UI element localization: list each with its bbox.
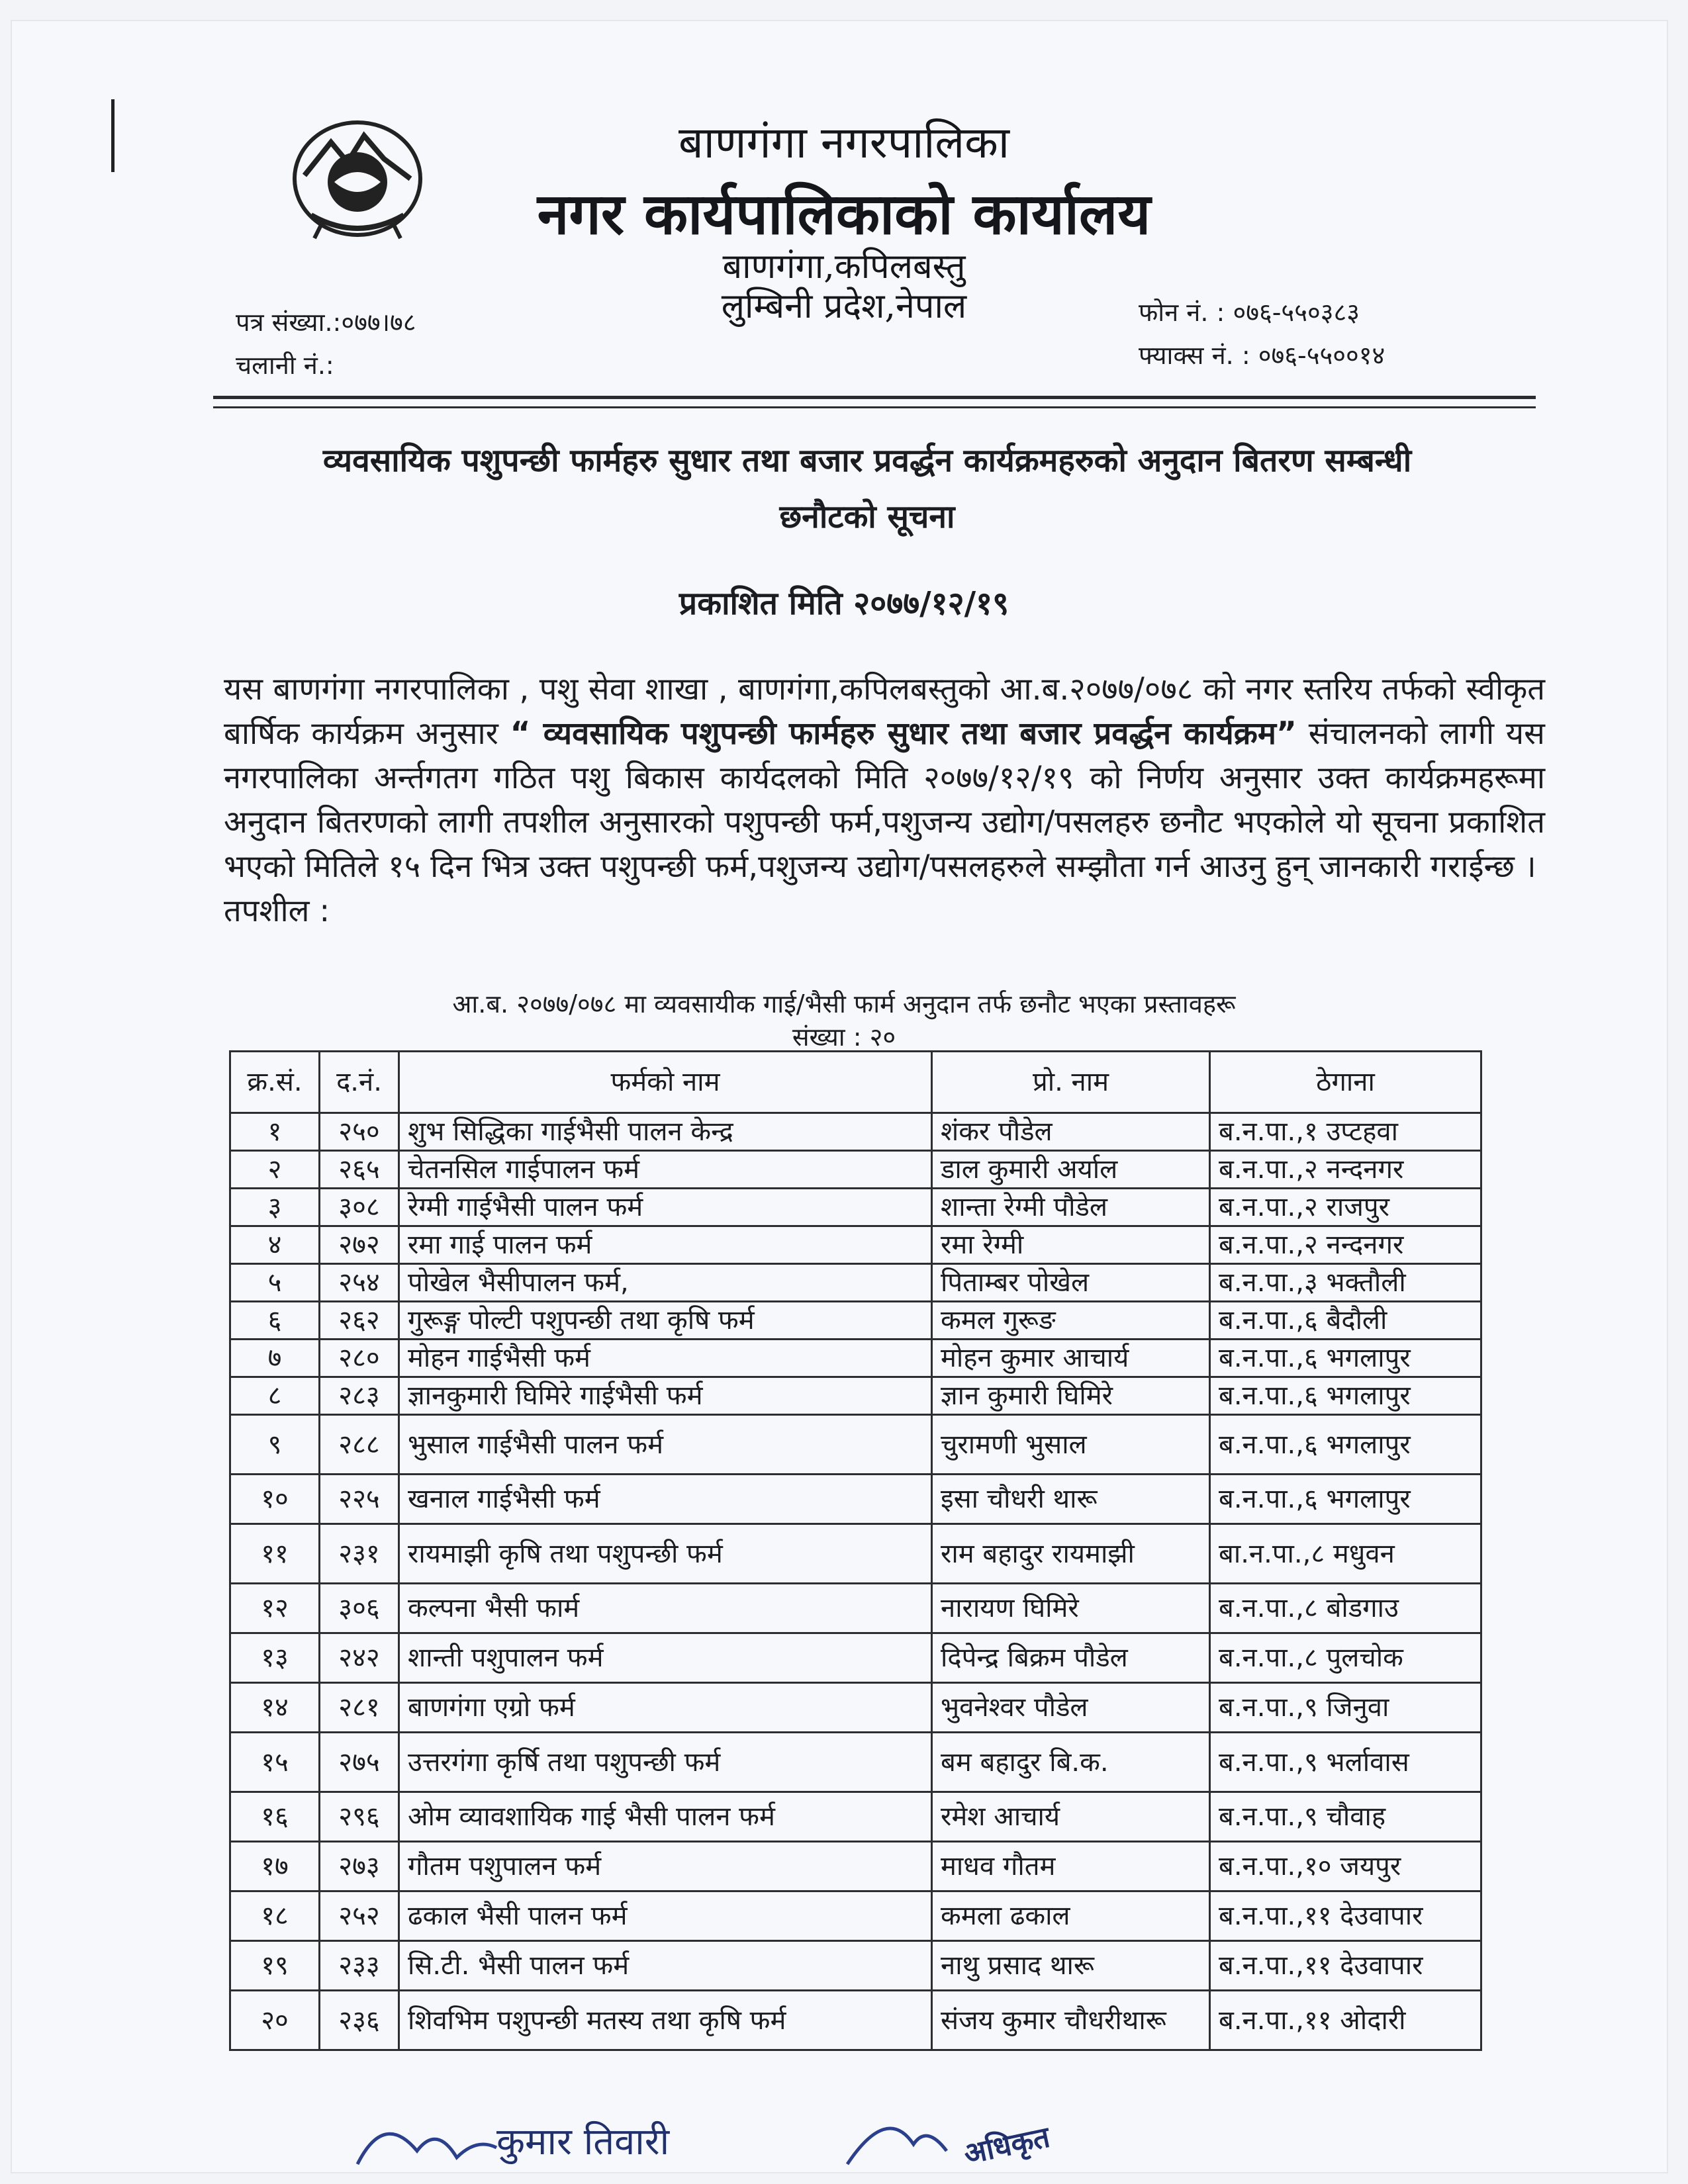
cell-farm-name: सि.टी. भैसी पालन फर्म xyxy=(399,1941,932,1991)
table-row xyxy=(230,1151,1481,1189)
cell-reg-no: २५४ xyxy=(320,1264,399,1302)
cell-proprietor: पिताम्बर पोखेल xyxy=(932,1264,1210,1302)
cell-reg-no: २२५ xyxy=(320,1475,399,1524)
signature-stamp xyxy=(344,2085,1072,2184)
table-body xyxy=(230,1113,1481,2050)
cell-reg-no: २८१ xyxy=(320,1683,399,1733)
cell-farm-name: ज्ञानकुमारी घिमिरे गाईभैसी फर्म xyxy=(399,1377,932,1415)
header-serial: क्र.सं. xyxy=(230,1052,320,1113)
cell-farm-name: मोहन गाईभैसी फर्म xyxy=(399,1340,932,1377)
cell-reg-no: २८३ xyxy=(320,1377,399,1415)
body-text-2: संचालनको लागी यस नगरपालिका अर्न्तगतग गठित पशु बिकास कार्यदलको मिति २०७७/१२/१९ को निर्णय अनुसार उक्त कार्यक्रमहरूमा अनुदान बितरणको लागी तपशील अनुसारको पशुपन्छी फर्म,पशुजन्य उद्योग/पसलहरु छनौट भएकोले यो सूचना प्रकाशित भएको मितिले १५ दिन भित्र उक्त पशुपन्छी फर्म,पशुजन्य उद्योग/पसलहरुले सम्झौता गर्न आउनु हुन् जानकारी गराईन्छ । xyxy=(224,715,1545,885)
table-row xyxy=(230,1302,1481,1340)
cell-proprietor: चुरामणी भुसाल xyxy=(932,1415,1210,1475)
cell-address: ब.न.पा.,६ भगलापुर xyxy=(1210,1377,1481,1415)
published-date: प्रकाशित मिति २०७७/१२/१९ xyxy=(679,585,1009,622)
cell-farm-name: गौतम पशुपालन फर्म xyxy=(399,1842,932,1891)
cell-proprietor: मोहन कुमार आचार्य xyxy=(932,1340,1210,1377)
table-row xyxy=(230,1941,1481,1991)
cell-address: ब.न.पा.,६ बैदौली xyxy=(1210,1302,1481,1340)
municipality-name: बाणगंगा नगरपालिका xyxy=(679,117,1009,168)
cell-proprietor: रमेश आचार्य xyxy=(932,1792,1210,1842)
cell-farm-name: कल्पना भैसी फार्म xyxy=(399,1584,932,1633)
cell-serial: १० xyxy=(230,1475,320,1524)
cell-proprietor: रमा रेग्मी xyxy=(932,1226,1210,1264)
cell-farm-name: बाणगंगा एग्रो फर्म xyxy=(399,1683,932,1733)
table-count: संख्या : २० xyxy=(792,1023,896,1052)
details-label: तपशील : xyxy=(224,893,330,929)
cell-farm-name: भुसाल गाईभैसी पालन फर्म xyxy=(399,1415,932,1475)
cell-address: ब.न.पा.,१० जयपुर xyxy=(1210,1842,1481,1891)
cell-proprietor: भुवनेश्वर पौडेल xyxy=(932,1683,1210,1733)
cell-reg-no: ३०६ xyxy=(320,1584,399,1633)
notice-title-line-1: व्यवसायिक पशुपन्छी फार्महरु सुधार तथा बजार प्रवर्द्धन कार्यक्रमहरुको अनुदान बितरण सम्बन्धी xyxy=(322,442,1412,479)
cell-reg-no: २३१ xyxy=(320,1524,399,1584)
cell-proprietor: शंकर पौडेल xyxy=(932,1113,1210,1151)
cell-serial: १८ xyxy=(230,1891,320,1941)
cell-serial: १६ xyxy=(230,1792,320,1842)
cell-address: ब.न.पा.,६ भगलापुर xyxy=(1210,1475,1481,1524)
notice-body xyxy=(224,667,1545,933)
cell-serial: ४ xyxy=(230,1226,320,1264)
cell-serial: १९ xyxy=(230,1941,320,1991)
dispatch-number: चलानी नं.: xyxy=(236,351,334,380)
cell-address: ब.न.पा.,२ नन्दनगर xyxy=(1210,1151,1481,1189)
cell-reg-no: २८० xyxy=(320,1340,399,1377)
cell-reg-no: २५० xyxy=(320,1113,399,1151)
cell-serial: ५ xyxy=(230,1264,320,1302)
signature-name: कुमार तिवारी xyxy=(496,2120,670,2163)
fax-number: फ्याक्स नं. : ०७६-५५००१४ xyxy=(1139,341,1385,370)
cell-address: ब.न.पा.,८ पुलचोक xyxy=(1210,1633,1481,1683)
table-row xyxy=(230,1733,1481,1792)
cell-farm-name: ओम व्यावशायिक गाई भैसी पालन फर्म xyxy=(399,1792,932,1842)
cell-serial: ९ xyxy=(230,1415,320,1475)
letter-number: पत्र संख्या.:०७७।७८ xyxy=(236,308,416,337)
cell-farm-name: शिवभिम पशुपन्छी मतस्य तथा कृषि फर्म xyxy=(399,1991,932,2050)
stamp-text: अधिकृत xyxy=(961,2120,1053,2171)
cell-proprietor: बम बहादुर बि.क. xyxy=(932,1733,1210,1792)
phone-number: फोन नं. : ०७६-५५०३८३ xyxy=(1139,298,1360,327)
cell-serial: २० xyxy=(230,1991,320,2050)
cell-proprietor: शान्ता रेग्मी पौडेल xyxy=(932,1189,1210,1226)
body-text-1: यस बाणगंगा नगरपालिका , पशु सेवा शाखा , बाणगंगा,कपिलबस्तुको आ.ब.२०७७/०७८ को नगर स्तरिय तर्फको स्वीकृत बार्षिक कार्यक्रम अनुसार xyxy=(224,671,1545,752)
table-row xyxy=(230,1891,1481,1941)
cell-serial: ६ xyxy=(230,1302,320,1340)
table-row xyxy=(230,1792,1481,1842)
cell-proprietor: कमला ढकाल xyxy=(932,1891,1210,1941)
cell-address: ब.न.पा.,९ चौवाह xyxy=(1210,1792,1481,1842)
cell-reg-no: २६५ xyxy=(320,1151,399,1189)
cell-proprietor: संजय कुमार चौधरीथारू xyxy=(932,1991,1210,2050)
header-address: ठेगाना xyxy=(1210,1052,1481,1113)
header-farm-name: फर्मको नाम xyxy=(399,1052,932,1113)
cell-proprietor: राम बहादुर रायमाझी xyxy=(932,1524,1210,1584)
cell-address: ब.न.पा.,८ बोडगाउ xyxy=(1210,1584,1481,1633)
cell-serial: १४ xyxy=(230,1683,320,1733)
cell-reg-no: २८८ xyxy=(320,1415,399,1475)
table-row xyxy=(230,1842,1481,1891)
table-row xyxy=(230,1264,1481,1302)
cell-serial: १३ xyxy=(230,1633,320,1683)
cell-proprietor: नारायण घिमिरे xyxy=(932,1584,1210,1633)
cell-reg-no: २३३ xyxy=(320,1941,399,1991)
cell-address: ब.न.पा.,३ भक्तौली xyxy=(1210,1264,1481,1302)
cell-reg-no: २९६ xyxy=(320,1792,399,1842)
table-row xyxy=(230,1584,1481,1633)
cell-serial: १५ xyxy=(230,1733,320,1792)
cell-farm-name: रायमाझी कृषि तथा पशुपन्छी फर्म xyxy=(399,1524,932,1584)
cell-reg-no: २६२ xyxy=(320,1302,399,1340)
cell-proprietor: दिपेन्द्र बिक्रम पौडेल xyxy=(932,1633,1210,1683)
office-name: नगर कार्यपालिकाको कार्यालय xyxy=(537,181,1151,248)
table-header-row xyxy=(230,1052,1481,1113)
cell-farm-name: रमा गाई पालन फर्म xyxy=(399,1226,932,1264)
cell-address: ब.न.पा.,११ देउवापार xyxy=(1210,1891,1481,1941)
cell-proprietor: नाथु प्रसाद थारू xyxy=(932,1941,1210,1991)
table-row xyxy=(230,1524,1481,1584)
cell-reg-no: २७५ xyxy=(320,1733,399,1792)
cell-serial: ७ xyxy=(230,1340,320,1377)
cell-reg-no: २५२ xyxy=(320,1891,399,1941)
cell-proprietor: माधव गौतम xyxy=(932,1842,1210,1891)
cell-address: ब.न.पा.,६ भगलापुर xyxy=(1210,1340,1481,1377)
cell-reg-no: २४२ xyxy=(320,1633,399,1683)
cell-address: ब.न.पा.,२ नन्दनगर xyxy=(1210,1226,1481,1264)
cell-serial: १७ xyxy=(230,1842,320,1891)
cell-serial: ११ xyxy=(230,1524,320,1584)
cell-address: बा.न.पा.,८ मधुवन xyxy=(1210,1524,1481,1584)
address-line-2: लुम्बिनी प्रदेश,नेपाल xyxy=(721,287,967,326)
selected-farms-table xyxy=(229,1050,1482,2051)
cell-proprietor: डाल कुमारी अर्याल xyxy=(932,1151,1210,1189)
cell-farm-name: उत्तरगंगा कृर्षि तथा पशुपन्छी फर्म xyxy=(399,1733,932,1792)
cell-address: ब.न.पा.,९ भर्लावास xyxy=(1210,1733,1481,1792)
table-row xyxy=(230,1633,1481,1683)
table-caption: आ.ब. २०७७/०७८ मा व्यवसायीक गाई/भैसी फार्म अनुदान तर्फ छनौट भएका प्रस्तावहरू xyxy=(452,989,1236,1019)
table-row xyxy=(230,1226,1481,1264)
cell-address: ब.न.पा.,२ राजपुर xyxy=(1210,1189,1481,1226)
header-proprietor: प्रो. नाम xyxy=(932,1052,1210,1113)
cell-reg-no: ३०८ xyxy=(320,1189,399,1226)
cell-address: ब.न.पा.,६ भगलापुर xyxy=(1210,1415,1481,1475)
cell-reg-no: २७२ xyxy=(320,1226,399,1264)
cell-farm-name: शान्ती पशुपालन फर्म xyxy=(399,1633,932,1683)
header-reg-no: द.नं. xyxy=(320,1052,399,1113)
table-row xyxy=(230,1683,1481,1733)
cell-reg-no: २३६ xyxy=(320,1991,399,2050)
cell-address: ब.न.पा.,९ जिनुवा xyxy=(1210,1683,1481,1733)
cell-serial: १२ xyxy=(230,1584,320,1633)
header-rule-thin xyxy=(213,406,1536,408)
cell-farm-name: चेतनसिल गाईपालन फर्म xyxy=(399,1151,932,1189)
table-row xyxy=(230,1340,1481,1377)
cell-farm-name: रेग्मी गाईभैसी पालन फर्म xyxy=(399,1189,932,1226)
cell-address: ब.न.पा.,१ उप्टहवा xyxy=(1210,1113,1481,1151)
table-row xyxy=(230,1377,1481,1415)
cell-serial: ३ xyxy=(230,1189,320,1226)
cell-serial: २ xyxy=(230,1151,320,1189)
notice-title-line-2: छनौटको सूचना xyxy=(779,498,955,535)
cell-serial: ८ xyxy=(230,1377,320,1415)
cell-farm-name: गुरूङ्ग पोल्टी पशुपन्छी तथा कृषि फर्म xyxy=(399,1302,932,1340)
cell-proprietor: इसा चौधरी थारू xyxy=(932,1475,1210,1524)
address-line-1: बाणगंगा,कपिलबस्तु xyxy=(722,247,966,287)
cell-farm-name: पोखेल भैसीपालन फर्म, xyxy=(399,1264,932,1302)
cell-proprietor: ज्ञान कुमारी घिमिरे xyxy=(932,1377,1210,1415)
header-rule xyxy=(213,396,1536,399)
cell-reg-no: २७३ xyxy=(320,1842,399,1891)
cell-address: ब.न.पा.,११ देउवापार xyxy=(1210,1941,1481,1991)
table-row xyxy=(230,1415,1481,1475)
cell-serial: १ xyxy=(230,1113,320,1151)
table-row xyxy=(230,1113,1481,1151)
cell-farm-name: खनाल गाईभैसी फर्म xyxy=(399,1475,932,1524)
table-row xyxy=(230,1189,1481,1226)
cell-farm-name: ढकाल भैसी पालन फर्म xyxy=(399,1891,932,1941)
table-row xyxy=(230,1991,1481,2050)
cell-address: ब.न.पा.,११ ओदारी xyxy=(1210,1991,1481,2050)
cell-proprietor: कमल गुरूङ xyxy=(932,1302,1210,1340)
body-program-name: “ व्यवसायिक पशुपन्छी फार्महरु सुधार तथा बजार प्रवर्द्धन कार्यक्रम” xyxy=(510,715,1297,752)
table-row xyxy=(230,1475,1481,1524)
cell-farm-name: शुभ सिद्धिका गाईभैसी पालन केन्द्र xyxy=(399,1113,932,1151)
